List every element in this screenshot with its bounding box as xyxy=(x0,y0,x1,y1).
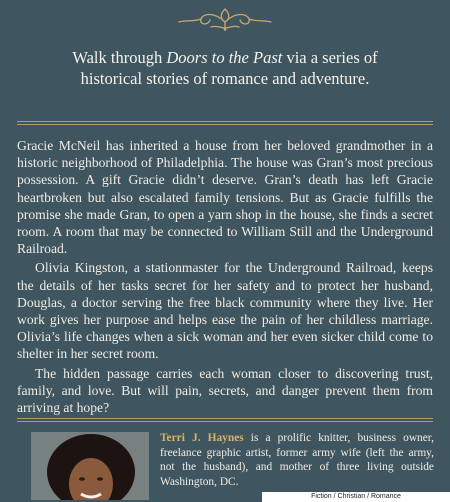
synopsis-paragraph-2: Olivia Kingston, a stationmaster for the Underground Railroad, keeps the details of her tasks secret for her safety and to protect her husband, Douglas, a doctor serving the free black community where they live. Her work gives her purpose and helps ease the pain of her childless marriage. Olivia’s life changes when a sick woman and her even sicker child come to shelter in her secret room. xyxy=(17,260,433,362)
author-name: Terri J. Haynes xyxy=(160,432,244,444)
bottom-divider-inner xyxy=(17,421,433,422)
synopsis-paragraph-1: Gracie McNeil has inherited a house from her beloved grandmother in a historic neighborhood of Philadelphia. The house was Gran’s most precious possession. A gift Gracie didn’t deserve. Gran’s death has left Gracie heartbroken but also escalated family tensions. But as Gracie fulfills the promise she made Gran, to open a yarn shop in the house, she finds a secret room. A room that may be connected to William Still and the Underground Railroad. xyxy=(17,138,433,257)
series-tagline xyxy=(40,47,410,89)
genre-label: Fiction / Christian / Romance xyxy=(262,492,450,502)
top-divider-inner xyxy=(17,124,433,125)
tagline-suffix: via a series of historical stories of romance and adventure. xyxy=(80,48,378,88)
synopsis-paragraph-3: The hidden passage carries each woman closer to discovering trust, family, and love. But will pain, secrets, and danger prevent them from arriving at hope? xyxy=(17,365,433,416)
flourish-ornament-icon xyxy=(175,6,275,32)
author-bio-text: is a prolific knitter, business owner, freelance graphic artist, former army wife (left the army, not the husband), and mother of three living outside Washington, DC. xyxy=(160,432,434,488)
author-photo xyxy=(31,432,149,500)
bottom-divider xyxy=(17,418,433,419)
author-bio xyxy=(160,431,434,489)
synopsis xyxy=(17,137,433,418)
tagline-prefix: Walk through xyxy=(72,48,167,67)
series-title: Doors to the Past xyxy=(166,48,283,67)
top-divider xyxy=(17,121,433,122)
